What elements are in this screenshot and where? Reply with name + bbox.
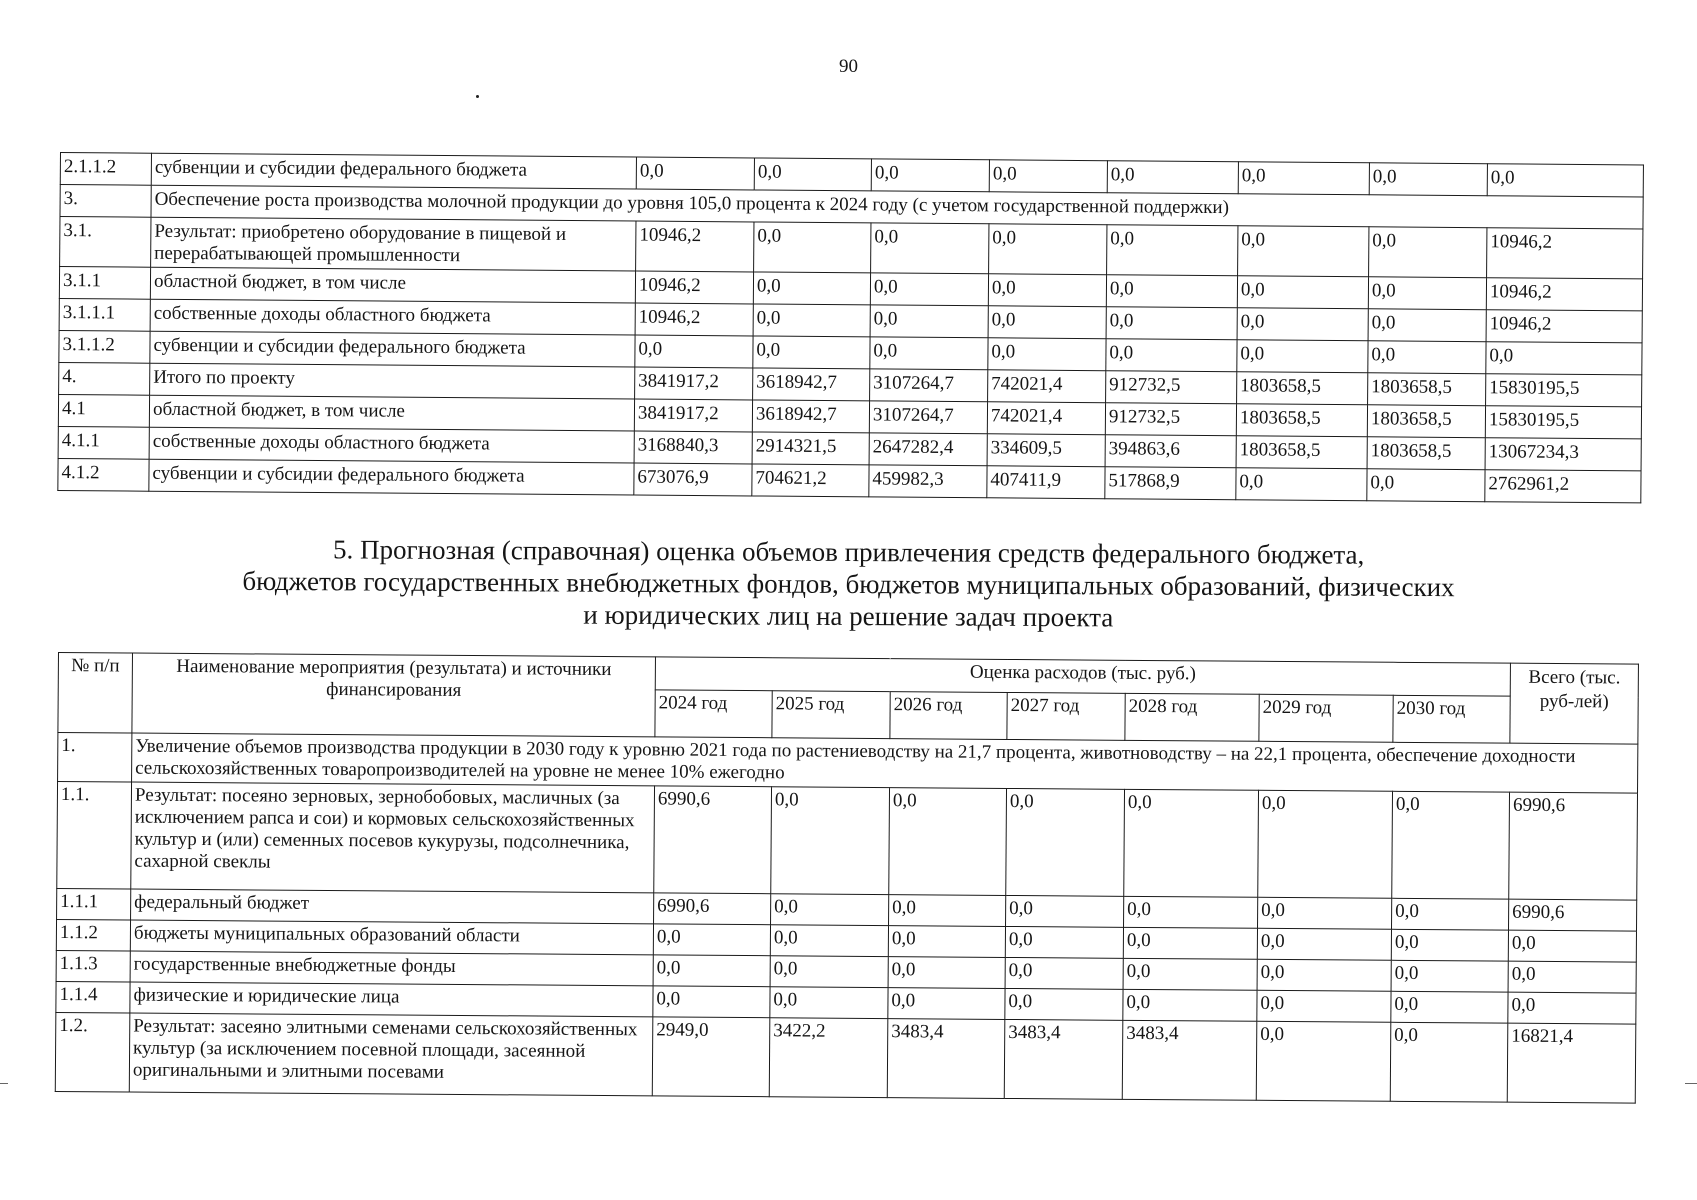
- table-row: [57, 782, 1638, 901]
- header-year: 2024 год: [655, 690, 772, 738]
- row-value: 673076,9: [634, 463, 752, 496]
- row-value: 334609,5: [987, 434, 1105, 467]
- row-value: 2949,0: [652, 1017, 770, 1097]
- row-value: 912732,5: [1106, 371, 1237, 404]
- row-name: собственные доходы областного бюджета: [149, 427, 634, 463]
- row-value: 0,0: [1368, 309, 1486, 342]
- row-total: 10946,2: [1486, 278, 1642, 311]
- row-value: 0,0: [1368, 341, 1486, 374]
- heading-line-3: и юридических лиц на решение задач проекта: [583, 599, 1114, 633]
- row-value: 0,0: [770, 925, 888, 957]
- row-value: 0,0: [1391, 960, 1508, 992]
- row-total: 0,0: [1486, 342, 1642, 375]
- heading-line-1: 5. Прогнозная (справочная) оценка объемов привлечения средств федерального бюджета,: [332, 534, 1365, 570]
- row-value: 3618942,7: [752, 400, 869, 433]
- header-year: 2030 год: [1393, 695, 1510, 743]
- scan-edge-mark-right: [1685, 1083, 1697, 1084]
- row-value: 0,0: [1258, 897, 1392, 929]
- row-value: 0,0: [1237, 308, 1368, 341]
- row-number: 1.1.1: [57, 888, 131, 920]
- row-name: областной бюджет, в том числе: [149, 395, 634, 431]
- row-value: 0,0: [1106, 307, 1237, 340]
- row-value: 0,0: [653, 986, 770, 1018]
- row-name: субвенции и субсидии федерального бюджета: [151, 153, 636, 189]
- row-value: 0,0: [770, 987, 888, 1019]
- row-value: 0,0: [1257, 959, 1391, 991]
- row-value: 0,0: [753, 304, 870, 337]
- scan-edge-mark-left: [0, 1083, 8, 1084]
- row-name: бюджеты муниципальных образований области: [130, 920, 653, 955]
- row-value: 0,0: [754, 222, 871, 273]
- row-value: 0,0: [1391, 929, 1508, 961]
- row-value: 3483,4: [1004, 1019, 1123, 1099]
- row-value: 0,0: [1237, 340, 1368, 373]
- row-number: 3.1.1.1: [59, 298, 150, 331]
- row-value: 3618942,7: [753, 368, 870, 401]
- row-value: 0,0: [1005, 926, 1123, 958]
- row-value: 0,0: [1238, 226, 1369, 277]
- row-number: 3.1.1: [59, 267, 150, 300]
- row-value: 0,0: [753, 272, 870, 305]
- header-year: 2027 год: [1007, 692, 1125, 740]
- header-year: 2028 год: [1125, 693, 1259, 741]
- row-value: 0,0: [1367, 469, 1485, 502]
- section-title: Обеспечение роста производства молочной продукции до уровня 105,0 процента к 2024 году (с учетом государственной поддержки): [151, 185, 1643, 229]
- header-total: Всего (тыс. руб-лей): [1510, 663, 1639, 744]
- row-value: 0,0: [1369, 163, 1487, 196]
- row-total: 0,0: [1487, 164, 1643, 197]
- row-value: 0,0: [771, 787, 890, 895]
- row-value: 0,0: [888, 988, 1005, 1020]
- row-value: 0,0: [1107, 161, 1238, 194]
- row-value: 1803658,5: [1368, 373, 1486, 406]
- row-value: 0,0: [871, 223, 989, 274]
- row-name: собственные доходы областного бюджета: [150, 299, 635, 335]
- header-costs: Оценка расходов (тыс. руб.): [655, 657, 1510, 696]
- table-row: [55, 1012, 1636, 1103]
- row-value: 0,0: [889, 788, 1007, 896]
- row-value: 704621,2: [752, 464, 869, 497]
- row-total: 0,0: [1508, 992, 1636, 1024]
- row-value: 0,0: [1107, 225, 1238, 276]
- header-year: 2029 год: [1259, 694, 1393, 742]
- row-value: 3107264,7: [870, 369, 988, 402]
- row-value: 6990,6: [654, 786, 772, 894]
- row-value: 3841917,2: [635, 367, 753, 400]
- row-number: 1.1.: [57, 782, 132, 890]
- row-value: 0,0: [1256, 1021, 1391, 1101]
- row-total: 15830195,5: [1486, 374, 1642, 407]
- row-value: 1803658,5: [1236, 404, 1367, 437]
- row-name: физические и юридические лица: [130, 982, 653, 1017]
- row-value: 0,0: [1005, 957, 1123, 989]
- header-year: 2025 год: [772, 691, 890, 739]
- row-value: 394863,6: [1105, 435, 1236, 468]
- row-total: 15830195,5: [1485, 406, 1641, 439]
- row-number: 1.: [58, 733, 132, 783]
- row-total: 0,0: [1508, 930, 1636, 962]
- row-value: 742021,4: [987, 402, 1105, 435]
- row-value: 0,0: [988, 338, 1106, 371]
- row-value: 0,0: [635, 335, 753, 368]
- row-value: 0,0: [1392, 898, 1509, 930]
- row-value: 407411,9: [987, 466, 1105, 499]
- row-value: 3107264,7: [869, 401, 987, 434]
- row-value: 0,0: [1124, 789, 1259, 897]
- row-number: 1.1.4: [56, 981, 130, 1013]
- row-total: 16821,4: [1507, 1023, 1636, 1103]
- row-value: 0,0: [1258, 790, 1393, 898]
- row-value: 3168840,3: [634, 431, 752, 464]
- row-number: 4.1.2: [58, 458, 149, 491]
- row-total: 6990,6: [1509, 792, 1638, 900]
- row-total: 6990,6: [1509, 899, 1637, 931]
- row-total: 10946,2: [1487, 228, 1643, 279]
- row-value: 0,0: [1123, 989, 1257, 1021]
- row-value: 517868,9: [1105, 467, 1236, 500]
- row-value: 0,0: [770, 956, 888, 988]
- row-number: 4.1.1: [58, 426, 149, 459]
- row-value: 0,0: [1106, 339, 1237, 372]
- row-value: 0,0: [1124, 896, 1258, 928]
- row-name: Итого по проекту: [150, 363, 635, 399]
- row-value: 0,0: [1005, 988, 1123, 1020]
- row-number: 3.: [60, 185, 151, 218]
- row-value: 0,0: [870, 273, 988, 306]
- budget-table-continued: [57, 152, 1644, 503]
- header-num: № п/п: [58, 653, 133, 734]
- row-number: 3.1.1.2: [59, 330, 150, 363]
- row-value: 0,0: [1390, 1022, 1508, 1102]
- row-value: 0,0: [870, 337, 988, 370]
- row-value: 0,0: [653, 955, 770, 987]
- row-number: 1.1.2: [56, 919, 130, 951]
- row-value: 0,0: [988, 274, 1106, 307]
- row-value: 1803658,5: [1367, 405, 1485, 438]
- row-value: 0,0: [1392, 791, 1510, 899]
- row-total: 13067234,3: [1485, 438, 1641, 471]
- row-value: 0,0: [871, 159, 989, 192]
- row-value: 0,0: [1123, 927, 1257, 959]
- row-value: 1803658,5: [1367, 437, 1485, 470]
- row-value: 0,0: [1257, 928, 1391, 960]
- row-name: субвенции и субсидии федерального бюджета: [150, 331, 635, 367]
- section-title: Увеличение объемов производства продукции в 2030 году к уровню 2021 года по растениеводству на 21,7 процента, животноводству – на 22,1 процента, обеспечение доходности сельскохозяйственных товаропроизводителей на уровне не менее 10% ежегодно: [132, 733, 1638, 793]
- row-name: Результат: засеяно элитными семенами сельскохозяйственных культур (за исключением посевной площади, засеянной оригинальными и элитными посевами: [129, 1013, 653, 1096]
- forecast-funding-table: [55, 652, 1639, 1104]
- page-number: 90: [839, 56, 858, 77]
- row-value: 10946,2: [636, 221, 754, 272]
- row-name: областной бюджет, в том числе: [150, 267, 635, 303]
- row-value: 0,0: [753, 336, 870, 369]
- row-value: 0,0: [1237, 276, 1368, 309]
- row-value: 2914321,5: [752, 432, 869, 465]
- row-value: 3422,2: [769, 1018, 888, 1098]
- row-value: 0,0: [636, 157, 754, 190]
- row-value: 3841917,2: [634, 399, 752, 432]
- row-value: 0,0: [889, 895, 1006, 927]
- row-value: 2647282,4: [869, 433, 987, 466]
- row-value: 0,0: [1238, 162, 1369, 195]
- row-value: 0,0: [988, 306, 1106, 339]
- row-value: 0,0: [1257, 990, 1391, 1022]
- row-number: 2.1.1.2: [60, 153, 151, 186]
- row-value: 0,0: [1006, 895, 1124, 927]
- row-value: 0,0: [653, 924, 770, 956]
- row-total: 2762961,2: [1485, 470, 1641, 503]
- scan-speck: [476, 95, 479, 98]
- row-value: 0,0: [1123, 958, 1257, 990]
- row-total: 10946,2: [1486, 310, 1642, 343]
- row-value: 10946,2: [635, 303, 753, 336]
- heading-line-2: бюджетов государственных внебюджетных фондов, бюджетов муниципальных образований, физических: [242, 565, 1455, 603]
- row-value: 0,0: [1369, 227, 1487, 278]
- row-value: 459982,3: [869, 465, 987, 498]
- row-value: 3483,4: [1122, 1020, 1257, 1100]
- row-number: 4.1: [58, 394, 149, 427]
- row-number: 1.1.3: [56, 950, 130, 982]
- row-value: 1803658,5: [1237, 372, 1368, 405]
- row-value: 0,0: [989, 224, 1107, 275]
- row-value: 3483,4: [887, 1019, 1005, 1099]
- row-value: 0,0: [771, 894, 889, 926]
- row-value: 0,0: [1236, 468, 1367, 501]
- row-value: 0,0: [989, 160, 1107, 193]
- row-number: 1.2.: [55, 1012, 130, 1092]
- header-name: Наименование мероприятия (результата) и источники финансирования: [132, 653, 656, 737]
- row-value: 742021,4: [988, 370, 1106, 403]
- row-value: 0,0: [1006, 788, 1125, 896]
- row-name: субвенции и субсидии федерального бюджета: [149, 459, 634, 495]
- row-number: 3.1.: [60, 217, 151, 268]
- row-value: 0,0: [1391, 991, 1508, 1023]
- row-value: 10946,2: [635, 271, 753, 304]
- row-value: 0,0: [754, 158, 871, 191]
- header-year: 2026 год: [890, 692, 1007, 740]
- row-value: 0,0: [1368, 277, 1486, 310]
- row-number: 4.: [59, 362, 150, 395]
- row-value: 912732,5: [1105, 403, 1236, 436]
- row-total: 0,0: [1508, 961, 1636, 993]
- row-value: 0,0: [1106, 275, 1237, 308]
- row-value: 0,0: [888, 926, 1005, 958]
- section-5-heading: [0, 532, 1697, 637]
- row-name: Результат: посеяно зерновых, зернобобовых, масличных (за исключением рапса и сои) и кормовых сельскохозяйственных культур и (или) семенных посевов кукурузы, подсолнечника, сахарной свеклы: [131, 782, 655, 893]
- row-name: федеральный бюджет: [131, 889, 654, 924]
- row-name: государственные внебюджетные фонды: [130, 951, 653, 986]
- row-value: 0,0: [870, 305, 988, 338]
- row-value: 1803658,5: [1236, 436, 1367, 469]
- row-value: 0,0: [888, 957, 1005, 989]
- row-value: 6990,6: [654, 893, 771, 925]
- row-name: Результат: приобретено оборудование в пищевой и перерабатывающей промышленности: [151, 217, 636, 271]
